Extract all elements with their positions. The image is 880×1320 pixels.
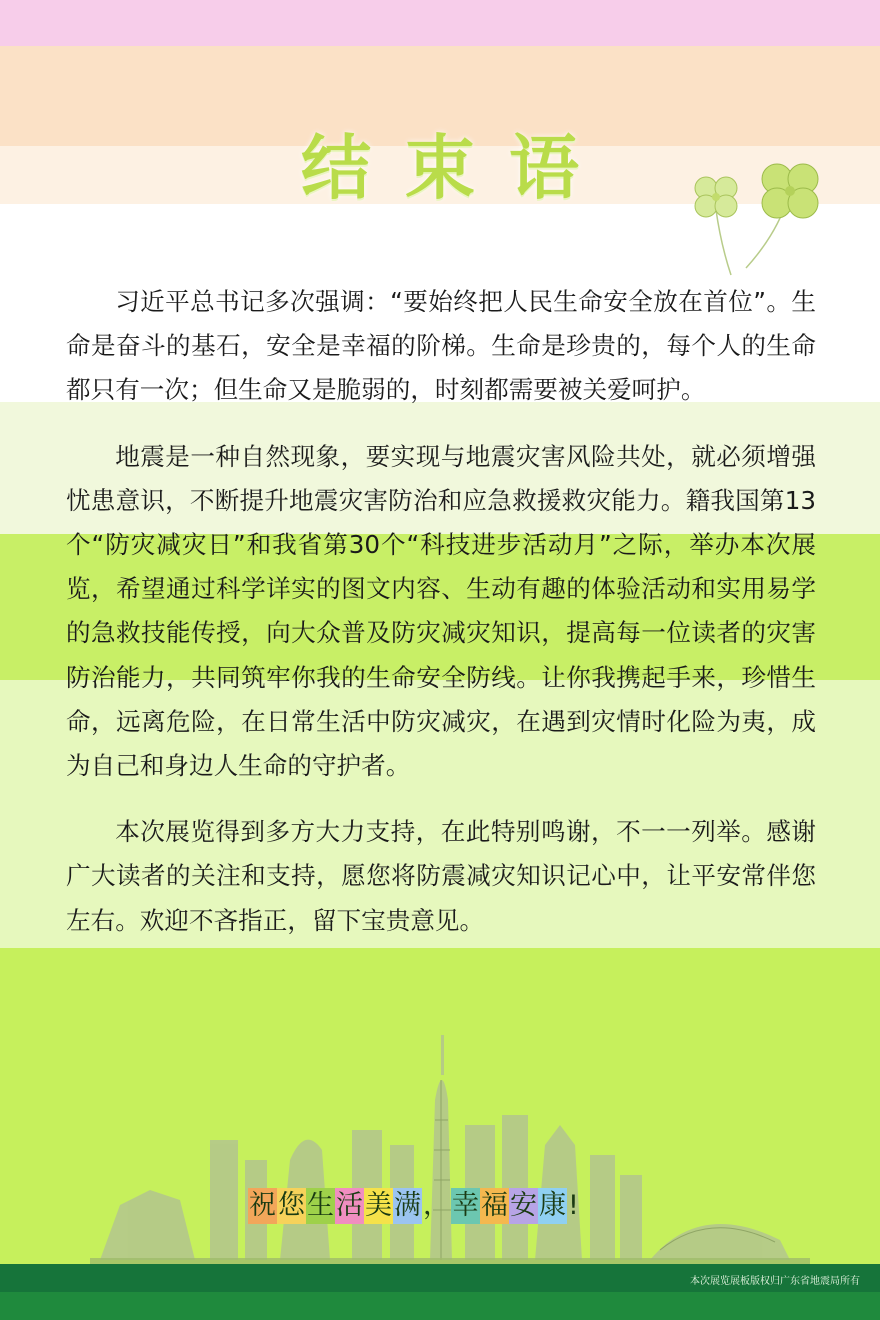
slogan-char: 康 xyxy=(538,1188,567,1224)
paragraph-1: 习近平总书记多次强调：“要始终把人民生命安全放在首位”。生命是奋斗的基石，安全是幸福的阶梯。生命是珍贵的，每个人的生命都只有一次；但生命又是脆弱的，时刻都需要被关爱呵护。 xyxy=(66,287,816,405)
city-skyline-illustration xyxy=(90,1030,810,1270)
slogan-char: 满 xyxy=(393,1188,422,1224)
slogan-char: 生 xyxy=(306,1188,335,1224)
slogan-char: 您 xyxy=(277,1188,306,1224)
slogan xyxy=(248,1186,580,1226)
slogan-char: ! xyxy=(568,1190,579,1221)
paragraph-3: 本次展览得到多方大力支持，在此特别鸣谢，不一一列举。感谢广大读者的关注和支持，愿您将防震减灾知识记心中，让平安常伴您左右。欢迎不吝指正，留下宝贵意见。 xyxy=(66,817,816,935)
band-pink xyxy=(0,0,880,46)
slogan-char: 活 xyxy=(335,1188,364,1224)
paragraph-2: 地震是一种自然现象，要实现与地震灾害风险共处，就必须增强忧患意识，不断提升地震灾害防治和应急救援救灾能力。籍我国第13个“防灾减灾日”和我省第30个“科技进步活动月”之际，举办本次展览，希望通过科学详实的图文内容、生动有趣的体验活动和实用易学的急救技能传授，向大众普及防灾减灾知识，提高每一位读者的灾害防治能力，共同筑牢你我的生命安全防线。让你我携起手来，珍惜生命，远离危险，在日常生活中防灾减灾，在遇到灾情时化险为夷，成为自己和身边人生命的守护者。 xyxy=(66,441,816,781)
slogan-char: 祝 xyxy=(248,1188,277,1224)
slogan-char: ， xyxy=(423,1190,450,1221)
slogan-char: 安 xyxy=(509,1188,538,1224)
copyright-notice: 本次展览展板版权归广东省地震局所有 xyxy=(690,1276,860,1287)
slogan-char: 福 xyxy=(480,1188,509,1224)
slogan-char: 幸 xyxy=(451,1188,480,1224)
slogan-char: 美 xyxy=(364,1188,393,1224)
page-title: 结束语 xyxy=(301,127,613,209)
four-leaf-clover-icon xyxy=(676,150,836,280)
closing-text xyxy=(66,280,816,965)
